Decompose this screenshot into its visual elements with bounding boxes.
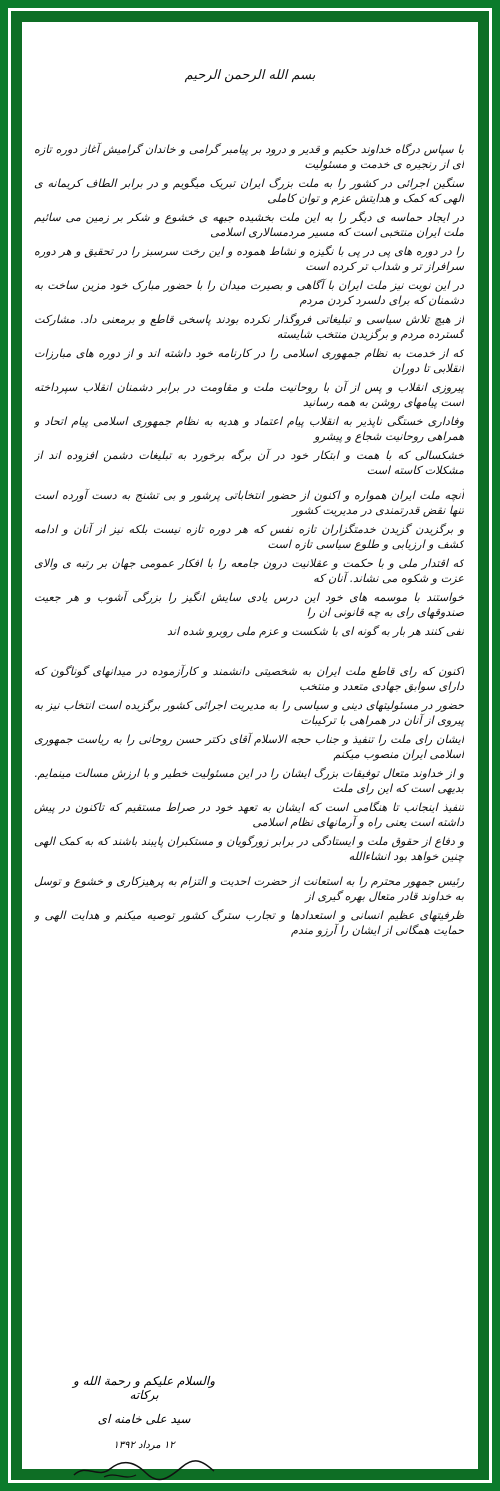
closing-text: والسلام علیکم و رحمة الله و برکاته [72,1374,216,1402]
letter-line: سنگین اجرائی در کشور را به ملت بزرگ ایران تبریک میگویم و در برابر الطاف کریمانه ی الهی که کمک و هدایتش عزم و توان کاملی [34,177,464,205]
letter-line: و از خداوند متعال توفیقات بزرگ ایشان را در این مسئولیت خطیر و با ارزش مسالت مینمایم. بدیهی است که این رای ملت [34,767,464,795]
handwritten-signature [64,1457,224,1483]
letter-line: ایشان رای ملت را تنفیذ و جناب حجه الاسلام آقای دکتر حسن روحانی را به ریاست جمهوری اسلامی ایران منصوب میکنم [34,733,464,761]
letter-line: و دفاع از حقوق ملت و ایستادگی در برابر زورگویان و مستکبران پایبند باشند که به کمک الهی چنین خواهد بود انشاءالله [34,835,464,863]
letter-body [34,142,464,942]
letter-line: نفی کنند هر بار به گونه ای با شکست و عزم ملی روبرو شده اند [167,625,464,638]
letter-line: با سپاس درگاه خداوند حکیم و قدیر و درود بر پیامبر گرامی و خاندان گرامیش آغاز دوره تازه ای از رنجیره ی خدمت و مسئولیت [34,143,464,171]
letter-line: رئیس جمهور محترم را به استعانت از حضرت احدیت و التزام به پرهیزکاری و خشوع و توسل به خداوند قادر متعال بهره گیری از [34,875,464,903]
letter-line: پیروزی انقلاب و پس از آن با روحانیت ملت و مقاومت در برابر دشمنان انقلاب سپرداخته است پیامهای روشن به همه رسانید [34,381,464,409]
letter-line: آنچه ملت ایران همواره و اکنون از حضور انتخاباتی پرشور و بی تشنج به دست آورده است تنها نقض قدرتمندی در مدیریت کشور [34,489,464,517]
letter-line: حضور در مسئولیتهای دینی و سیاسی را به مدیریت اجرائی کشور برگزیده است انتخاب نیز به پیروی از آنان در همراهی با ترکیبات [34,699,464,727]
letter-paper [22,22,478,1469]
signature-name: سید علی خامنه ای [97,1412,191,1426]
letter-line: خواستند با موسمه های خود این درس یادی سایش انگیز را بزرگی آشوب و هر جعیت صندوقهای رای به چه قانونی ان را [34,591,464,619]
letter-line: در ایجاد حماسه ی دیگر را به این ملت بخشیده جبهه ی خشوع و شکر بر زمین می سائیم ملت ایران منتخبی است که مسیر مردمسالاری اسلامی [34,211,464,239]
signature-date: ۱۲ مرداد ۱۳۹۲ [113,1440,175,1451]
letter-line: وفاداری خستگی ناپذیر به انقلاب پیام اعتماد و هدیه به نظام جمهوری اسلامی پیام اتحاد و همراهی روحانیت شجاع و پیشرو [34,415,464,443]
letter-line: را در دوره های پی در پی با نگیزه و نشاط هموده و این رخت سرسبز را در تحقیق و هر دوره سرافراز تر و شداب تر کرده است [34,245,464,273]
letter-line: اکنون که رای قاطع ملت ایران به شخصیتی دانشمند و کارآزموده در میدانهای گوناگون که دارای سوابق جهادی متعدد و منتخب [34,665,464,693]
letter-line: تنفیذ اینجانب تا هنگامی است که ایشان به تعهد خود در صراط مستقیم که تاکنون در پیش داشته است یعنی راه و آرمانهای نظام اسلامی [34,801,464,829]
basmala-heading: بسم الله الرحمن الرحیم [184,68,316,83]
signature-block [64,1374,224,1484]
letter-line: که اقتدار ملی و با حکمت و عقلانیت درون جامعه را با افکار عمومی جهان بر رتبه ی والای عزت و شکوه می نشاند. آنان که [34,557,464,585]
letter-line: ظرفیتهای عظیم انسانی و استعدادها و تجارب سترگ کشور توصیه میکنم و هدایت الهی و حمایت همگانی از ایشان را آرزو مندم [34,909,464,937]
letter-line: و برگزیدن گزیدن خدمتگزاران تازه نفس که هر دوره تازه نیست بلکه نیز از آنان و ادامه کشف و ارزیابی و طلوع سیاسی تازه است [34,523,464,551]
letter-line: در این نوبت نیز ملت ایران با آگاهی و بصیرت میدان را با حضور مبارک خود مزین ساخت به دشمنان که برای دلسرد کردن مردم [34,279,464,307]
letter-line: که از خدمت به نظام جمهوری اسلامی را در کارنامه خود داشته اند و از دوره های مبارزات انقلابی تا دوران [34,347,464,375]
letter-line: از هیچ تلاش سیاسی و تبلیغاتی فروگذار نکرده بودند پاسخی قاطع و برمعنی داد. مشارکت گسترده مردم و برگزیدن منتخب شایسته [34,313,464,341]
letter-line: خشکسالی که با همت و ابتکار خود در آن برگه برخورد به تبلیغات دشمن افزوده اند از مشکلات کاسته است [34,449,464,477]
